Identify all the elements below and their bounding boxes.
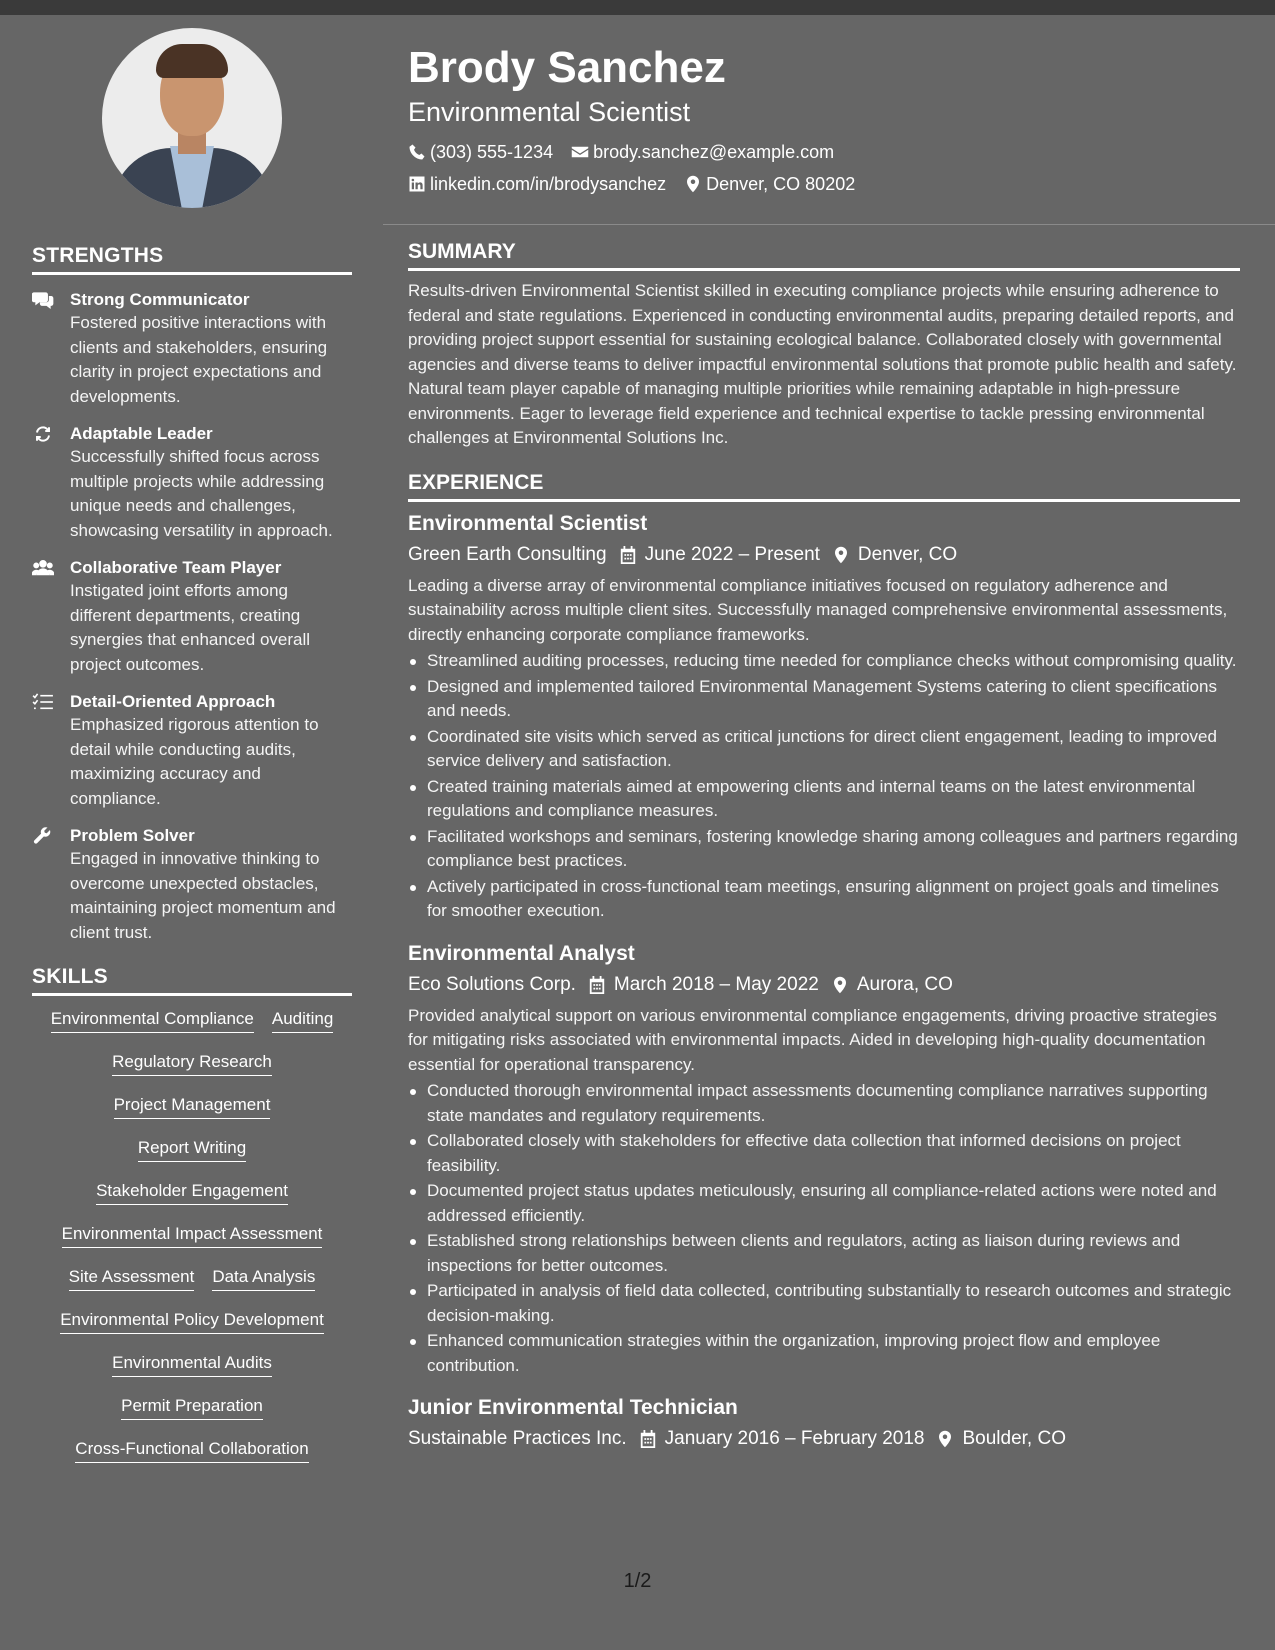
strength-desc: Successfully shifted focus across multiple projects while addressing unique needs and challenges, showcasing versatility in approach. [70,447,333,540]
list-item: Collaborated closely with stakeholders for effective data collection that informed decisions on project feasibility. [408,1129,1240,1178]
sidebar [32,28,352,1481]
phone-number: (303) 555-1234 [430,142,554,162]
page-number: 1/2 [623,1570,652,1592]
experience-heading: EXPERIENCE [408,471,1240,502]
strengths-heading: STRENGTHS [32,244,352,275]
list-item: Actively participated in cross-functional team meetings, ensuring alignment on project goals and timelines for smoother execution. [408,875,1240,924]
job-title: Environmental Analyst [408,941,635,965]
skill-tag: Cross-Functional Collaboration [75,1438,308,1463]
job-entry [408,940,1240,1379]
strength-title: Strong Communicator [70,290,250,309]
skill-tag: Environmental Audits [112,1352,272,1377]
map-pin-icon [684,175,702,193]
strength-desc: Emphasized rigorous attention to detail while conducting audits, maximizing accuracy and compliance. [70,715,319,808]
linkedin-icon [408,175,426,193]
job-company: Sustainable Practices Inc. [408,1428,627,1449]
skills-list [32,1008,352,1463]
job-bullets [408,1079,1240,1378]
strengths-list [32,289,352,945]
summary-heading: SUMMARY [408,240,1240,271]
skill-tag: Data Analysis [212,1266,315,1291]
strength-title: Detail-Oriented Approach [70,692,276,711]
list-item: Streamlined auditing processes, reducing time needed for compliance checks without compromising quality. [408,649,1240,674]
strength-desc: Engaged in innovative thinking to overcome unexpected obstacles, maintaining project momentum and client trust. [70,849,336,942]
job-entry [408,510,1240,924]
skill-tag: Regulatory Research [112,1051,272,1076]
skill-tag: Stakeholder Engagement [96,1180,288,1205]
location-text: Denver, CO 80202 [706,174,856,194]
job-dates: January 2016 – February 2018 [664,1428,925,1449]
strength-title: Problem Solver [70,826,195,845]
profile-photo [102,28,282,208]
strength-item [32,825,352,945]
list-item: Created training materials aimed at empowering clients and internal teams on the latest environmental regulations and compliance measures. [408,775,1240,824]
list-item: Documented project status updates meticulously, ensuring all compliance-related actions were noted and addressed efficiently. [408,1179,1240,1228]
strength-desc: Fostered positive interactions with clients and stakeholders, ensuring clarity in project expectations and developments. [70,313,328,406]
sync-icon [32,423,70,543]
list-item: Conducted thorough environmental impact assessments documenting compliance narratives supporting state mandates and regulatory requirements. [408,1079,1240,1128]
strength-item [32,691,352,811]
calendar-icon [588,975,606,995]
envelope-icon [571,143,589,161]
phone-icon [408,143,426,161]
skill-tag: Permit Preparation [121,1395,263,1420]
skill-tag: Environmental Policy Development [60,1309,324,1334]
email-address[interactable]: brody.sanchez@example.com [593,142,835,162]
list-item: Designed and implemented tailored Environmental Management Systems catering to client specifications and needs. [408,675,1240,724]
skill-tag: Site Assessment [69,1266,195,1291]
strength-item [32,557,352,677]
list-item: Coordinated site visits which served as critical junctions for direct client engagement, leading to improved service delivery and satisfaction. [408,725,1240,774]
users-icon [32,557,70,677]
skill-tag: Project Management [114,1094,271,1119]
strength-title: Collaborative Team Player [70,558,282,577]
skill-tag: Report Writing [138,1137,246,1162]
linkedin-contact[interactable] [408,168,666,200]
linkedin-url[interactable]: linkedin.com/in/brodysanchez [430,174,667,194]
resume-header [408,40,1238,200]
comments-icon [32,289,70,409]
job-meta [408,540,1240,570]
strength-title: Adaptable Leader [70,424,213,443]
contact-info [408,136,1238,200]
job-entry [408,1394,1240,1454]
main-content [408,240,1240,1454]
candidate-name: Brody Sanchez [408,43,726,92]
job-bullets [408,649,1240,924]
job-title: Junior Environmental Technician [408,1396,738,1419]
job-company: Green Earth Consulting [408,543,607,565]
map-pin-icon [936,1429,954,1449]
job-dates: March 2018 – May 2022 [613,973,819,995]
calendar-icon [639,1429,657,1449]
job-location: Aurora, CO [856,973,953,995]
list-check-icon [32,691,70,811]
map-pin-icon [832,545,850,565]
job-meta [408,1424,1240,1454]
summary-text: Results-driven Environmental Scientist skilled in executing compliance projects while ensuring adherence to federal and state regulations. Experienced in conducting environmental audits, preparing detailed reports, and providing project support essential for sustaining ecological balance. Collaborated closely with governmental agencies and diverse teams to deliver impactful environmental solutions that promote public health and safety. Natural team player capable of managing multiple priorities while remaining adaptable in high-pressure environments. Eager to leverage field experience and technical expertise to tackle pressing environmental challenges at Environmental Solutions Inc. [408,281,1237,447]
header-divider [383,224,1275,225]
job-dates: June 2022 – Present [644,543,820,565]
strength-item [32,289,352,409]
job-description: Leading a diverse array of environmental compliance initiatives focused on regulatory adherence and sustainability across multiple client sites. Successfully managed comprehensive environmental assessments, directly enhancing corporate compliance frameworks. [408,575,1228,644]
strength-desc: Instigated joint efforts among different departments, creating synergies that enhanced overall project outcomes. [70,581,311,674]
job-location: Denver, CO [857,543,958,565]
map-pin-icon [831,975,849,995]
job-title: Environmental Scientist [408,511,648,535]
list-item: Established strong relationships between clients and regulators, acting as liaison during reviews and inspections for better outcomes. [408,1229,1240,1278]
top-bar [0,0,1275,15]
list-item: Participated in analysis of field data collected, contributing substantially to research outcomes and strategic decision-making. [408,1279,1240,1328]
skills-heading: SKILLS [32,965,352,996]
wrench-icon [32,825,70,945]
phone-contact [408,136,553,168]
job-meta [408,970,1240,1000]
list-item: Facilitated workshops and seminars, fostering knowledge sharing among colleagues and partners regarding compliance best practices. [408,825,1240,874]
strength-item [32,423,352,543]
skill-tag: Auditing [272,1008,333,1033]
email-contact[interactable] [571,136,834,168]
job-location: Boulder, CO [962,1428,1066,1449]
candidate-title: Environmental Scientist [408,97,691,127]
job-company: Eco Solutions Corp. [408,973,576,995]
list-item: Enhanced communication strategies within the organization, improving project flow and employee contribution. [408,1329,1240,1378]
skill-tag: Environmental Compliance [51,1008,254,1033]
location-contact [684,168,855,200]
job-description: Provided analytical support on various environmental compliance engagements, driving proactive strategies for mitigating risks associated with environmental impacts. Aided in developing high-quality documentation essential for operational transparency. [408,1005,1217,1074]
calendar-icon [619,545,637,565]
skill-tag: Environmental Impact Assessment [62,1223,323,1248]
